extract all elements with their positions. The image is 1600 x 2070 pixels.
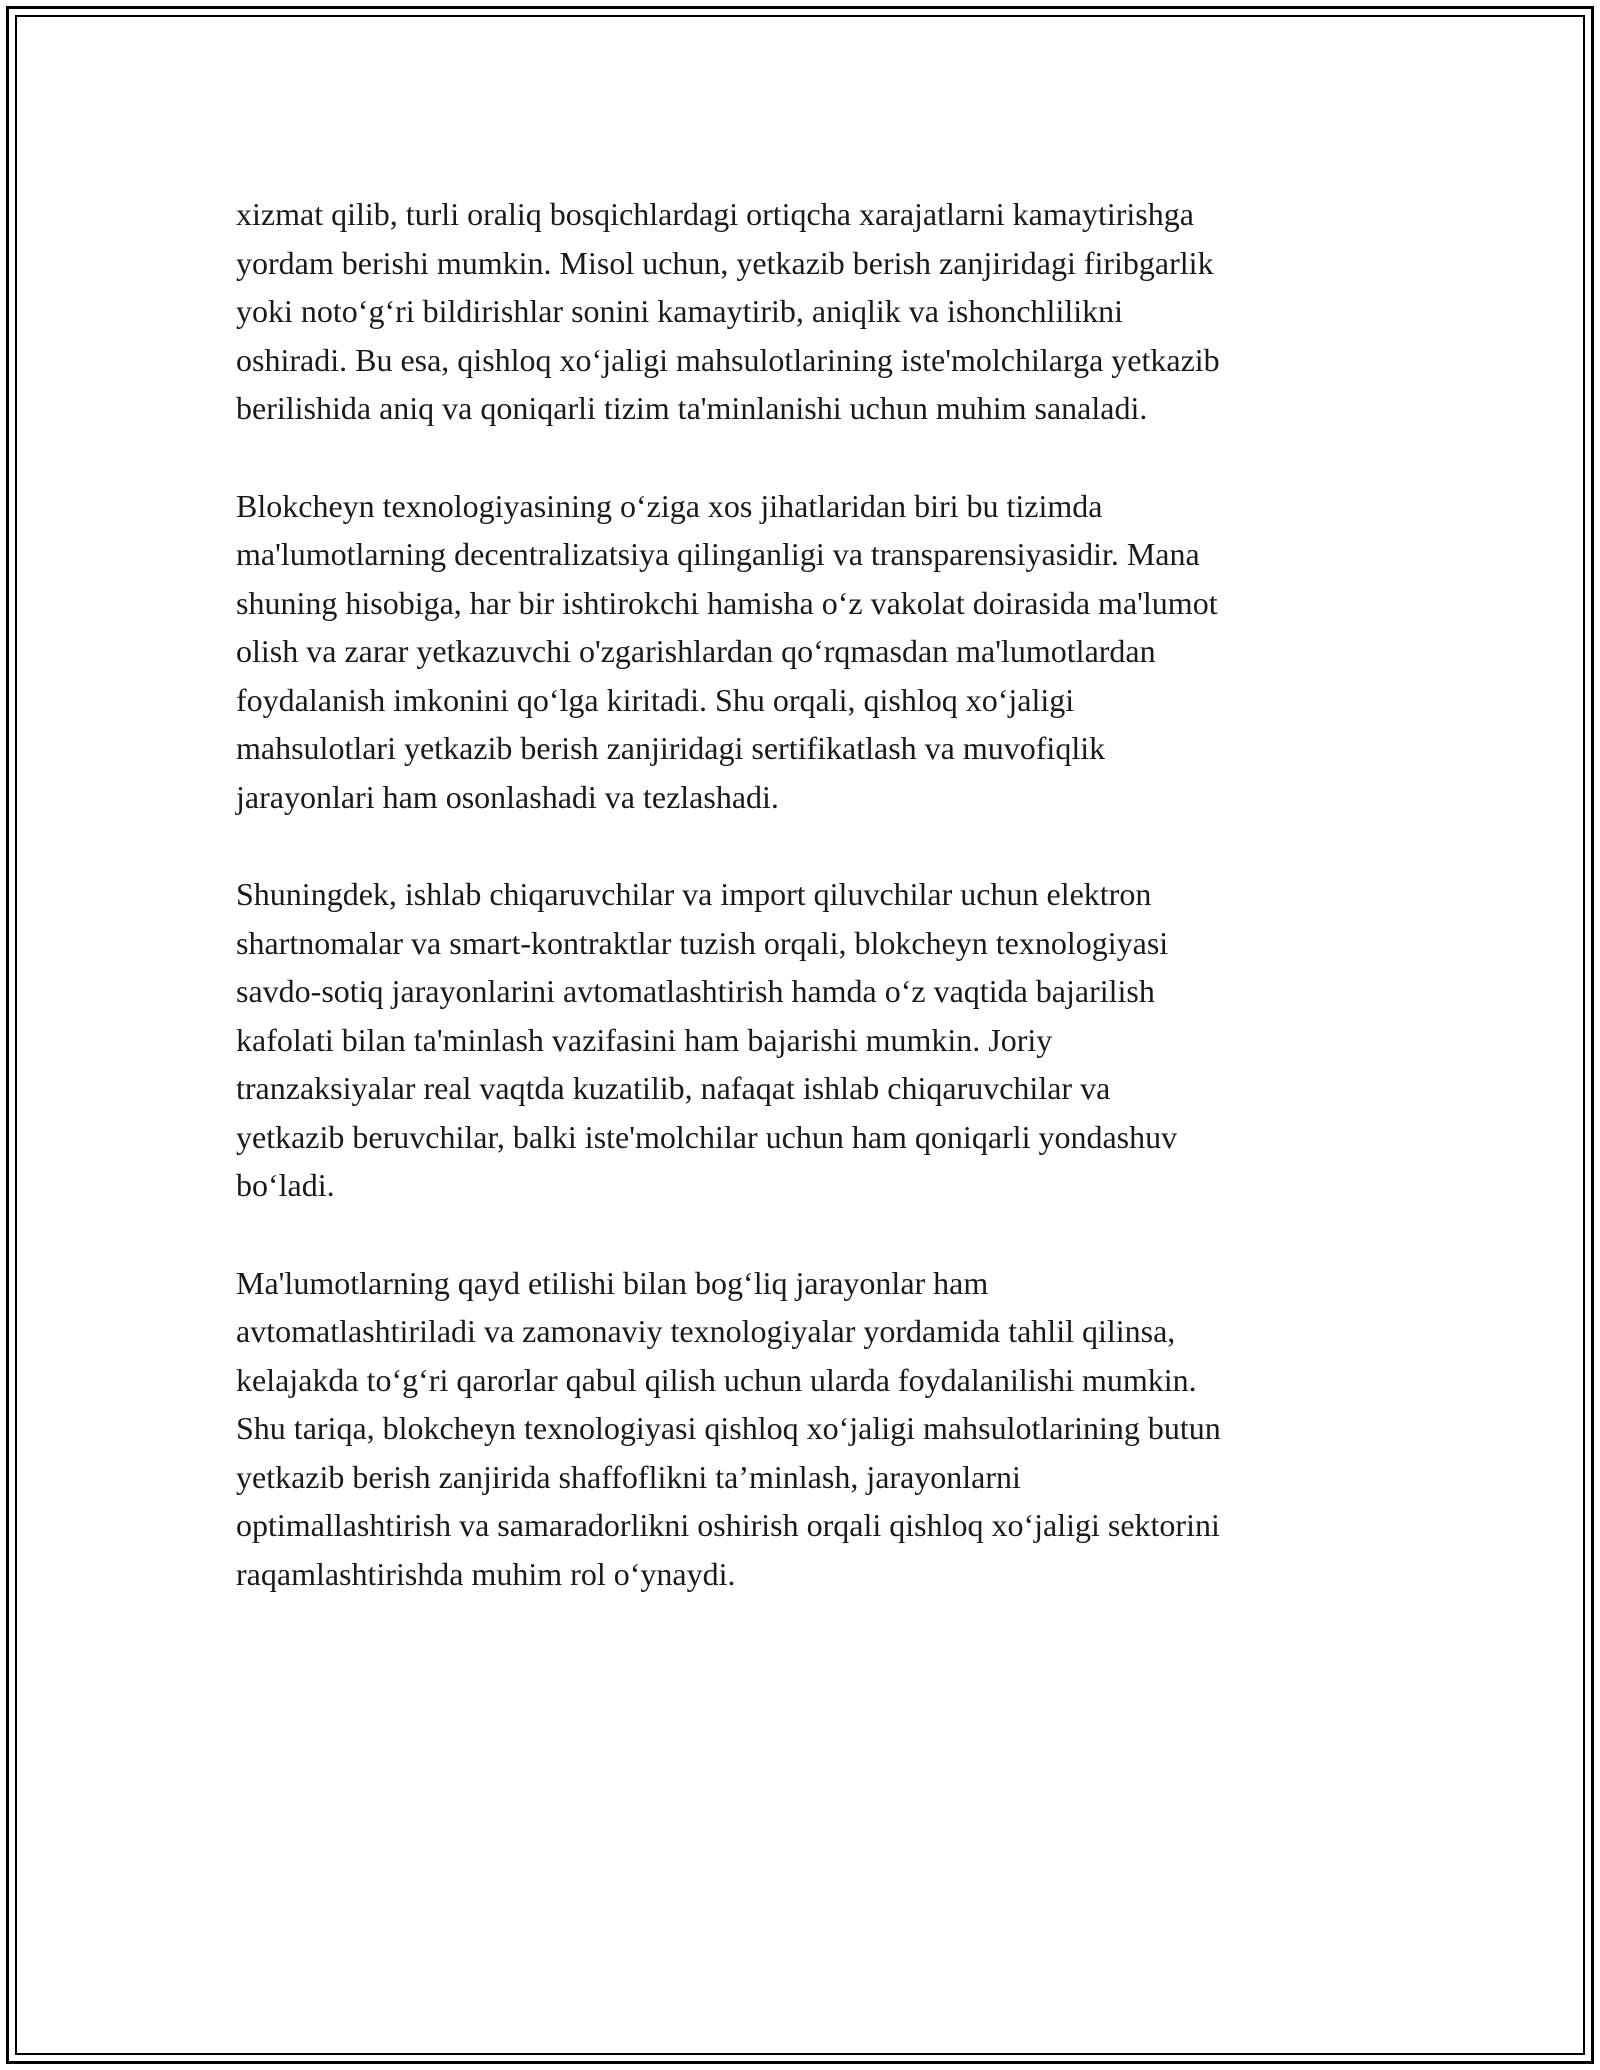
paragraph-3: Shuningdek, ishlab chiqaruvchilar va import qiluvchilar uchun elektron shartnomalar va smart-kontraktlar tuzish orqali, blokcheyn texnologiyasi savdo-sotiq jarayonlarini avtomatlashtirish hamda o‘z vaqtida bajarilish kafolati bilan ta'minlash vazifasini ham bajarishi mumkin. Joriy tranzaksiyalar real vaqtda kuzatilib, nafaqat ishlab chiqaruvchilar va yetkazib beruvchilar, balki iste'molchilar uchun ham qoniqarli yondashuv bo‘ladi.	[236, 876, 1178, 1203]
paragraph-1: xizmat qilib, turli oraliq bosqichlardagi ortiqcha xarajatlarni kamaytirishga yordam berishi mumkin. Misol uchun, yetkazib berish zanjiridagi firibgarlik yoki noto‘g‘ri bildirishlar sonini kamaytirib, aniqlik va ishonchlilikni oshiradi. Bu esa, qishloq xo‘jaligi mahsulotlarining iste'molchilarga yetkazib berilishida aniq va qoniqarli tizim ta'minlanishi uchun muhim sanaladi.	[236, 196, 1220, 426]
paragraph-2: Blokcheyn texnologiyasining o‘ziga xos jihatlaridan biri bu tizimda ma'lumotlarning decentralizatsiya qilinganligi va transparensiyasidir. Mana shuning hisobiga, har bir ishtirokchi hamisha o‘z vakolat doirasida ma'lumot olish va zarar yetkazuvchi o'zgarishlardan qo‘rqmasdan ma'lumotlardan foydalanish imkonini qo‘lga kiritadi. Shu orqali, qishloq xo‘jaligi mahsulotlari yetkazib berish zanjiridagi sertifikatlash va muvofiqlik jarayonlari ham osonlashadi va tezlashadi.	[236, 487, 1218, 815]
document-body	[236, 190, 1376, 1647]
paragraph-4: Ma'lumotlarning qayd etilishi bilan bog‘liq jarayonlar ham avtomatlashtiriladi va zamonaviy texnologiyalar yordamida tahlil qilinsa, kelajakda to‘g‘ri qarorlar qabul qilish uchun ularda foydalanilishi mumkin. Shu tariqa, blokcheyn texnologiyasi qishloq xo‘jaligi mahsulotlarining butun yetkazib berish zanjirida shaffoflikni ta’minlash, jarayonlarni optimallashtirish va samaradorlikni oshirish orqali qishloq xo‘jaligi sektorini raqamlashtirishda muhim rol o‘ynaydi.	[236, 1264, 1221, 1592]
